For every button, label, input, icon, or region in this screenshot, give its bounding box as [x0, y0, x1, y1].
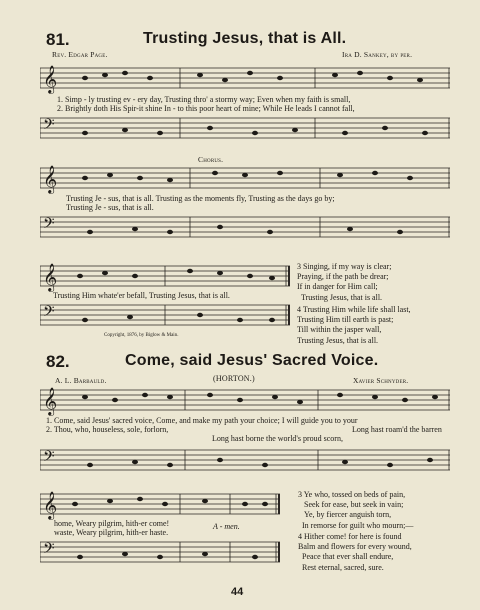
amen-label: A - men. — [213, 522, 240, 531]
svg-text:𝄢: 𝄢 — [43, 215, 55, 235]
hymn-82-end-line-1: home, Weary pilgrim, hith-er come! — [54, 519, 170, 528]
hymn-81-title: Trusting Jesus, that is All. — [143, 30, 347, 47]
hymn-81-treble-staff-3 — [40, 262, 290, 292]
hymn-82-author: A. L. Barbauld. — [55, 376, 107, 385]
chorus-lyric-line-3: Trusting Him whate'er befall, Trusting Jesus, that is all. — [53, 291, 230, 300]
svg-text:𝄞: 𝄞 — [43, 167, 58, 193]
hymn-81-verse-4: 4 Trusting Him while life shall last, Trusting Him till earth is past; Till within the jasper wall, Trusting Jesus, that is all. — [297, 305, 411, 345]
hymn-81-bass-staff-2 — [40, 213, 450, 243]
svg-text:𝄢: 𝄢 — [43, 448, 55, 468]
chorus-lyric-line-2: Trusting Je - sus, that is all. — [66, 203, 154, 212]
hymn-81-bass-staff-3 — [40, 301, 290, 331]
svg-text:𝄞: 𝄞 — [43, 67, 58, 93]
hymn-81-verse-3: 3 Singing, if my way is clear; Praying, if the path be drear; If in danger for Him call; Trusting Jesus, that is all. — [297, 262, 392, 302]
svg-text:𝄞: 𝄞 — [43, 265, 58, 291]
hymn-81-lyric-line-1: 1. Simp - ly trusting ev - ery day, Trusting thro' a stormy way; Even when my faith is small, — [57, 95, 351, 104]
svg-text:𝄞: 𝄞 — [43, 493, 58, 519]
hymn-81-lyric-line-2: 2. Brightly doth His Spir-it shine In - to this poor heart of mine; While He leads I cannot fall, — [57, 104, 355, 113]
hymn-81-treble-staff-1 — [40, 64, 450, 94]
hymn-81-author: Rev. Edgar Page. — [52, 50, 108, 59]
svg-text:𝄢: 𝄢 — [43, 540, 55, 560]
page-number: 44 — [231, 586, 244, 598]
hymn-82-end-line-2: waste, Weary pilgrim, hith-er haste. — [54, 528, 169, 537]
hymn-82-lyric-line-2c: Long hast roam'd the barren — [352, 425, 442, 434]
hymn-82-lyric-line-2: 2. Thou, who, houseless, sole, forlorn, — [46, 425, 169, 434]
hymn-81-number: 81. — [46, 30, 70, 49]
hymn-82-lyric-line-2b: Long hast borne the world's proud scorn, — [212, 434, 343, 443]
svg-text:𝄢: 𝄢 — [43, 116, 55, 136]
hymn-81-bass-staff-1 — [40, 114, 450, 144]
hymn-82-verse-4: 4 Hither come! for here is found Balm and flowers for every wound, Peace that ever shall endure, Rest eternal, sacred, sure. — [298, 532, 412, 572]
svg-text:𝄢: 𝄢 — [43, 303, 55, 323]
copyright-notice: Copyright, 1876, by Biglow & Main. — [104, 333, 179, 338]
hymn-82-verse-3: 3 Ye who, tossed on beds of pain, Seek for ease, but seek in vain; Ye, by fiercer anguish torn, In remorse for guilt who mourn;— — [298, 490, 414, 530]
tune-name: (HORTON.) — [213, 374, 255, 383]
hymn-82-bass-staff-1 — [40, 446, 450, 476]
hymn-82-bass-staff-2 — [40, 538, 280, 568]
hymn-82-number: 82. — [46, 352, 70, 371]
chorus-label: Chorus. — [198, 155, 224, 164]
chorus-lyric-line-1: Trusting Je - sus, that is all. Trusting as the moments fly, Trusting as the days go by; — [66, 194, 335, 203]
hymn-82-composer: Xavier Schnyder. — [353, 376, 409, 385]
hymn-82-treble-staff-2 — [40, 490, 280, 520]
hymn-82-title: Come, said Jesus' Sacred Voice. — [125, 352, 379, 369]
hymn-82-treble-staff-1 — [40, 386, 450, 416]
svg-text:𝄞: 𝄞 — [43, 389, 58, 415]
hymn-81-treble-staff-2 — [40, 164, 450, 194]
hymn-81-composer: Ira D. Sankey, by per. — [342, 50, 413, 59]
hymn-82-lyric-line-1: 1. Come, said Jesus' sacred voice, Come, and make my path your choice; I will guide you to your — [46, 416, 358, 425]
